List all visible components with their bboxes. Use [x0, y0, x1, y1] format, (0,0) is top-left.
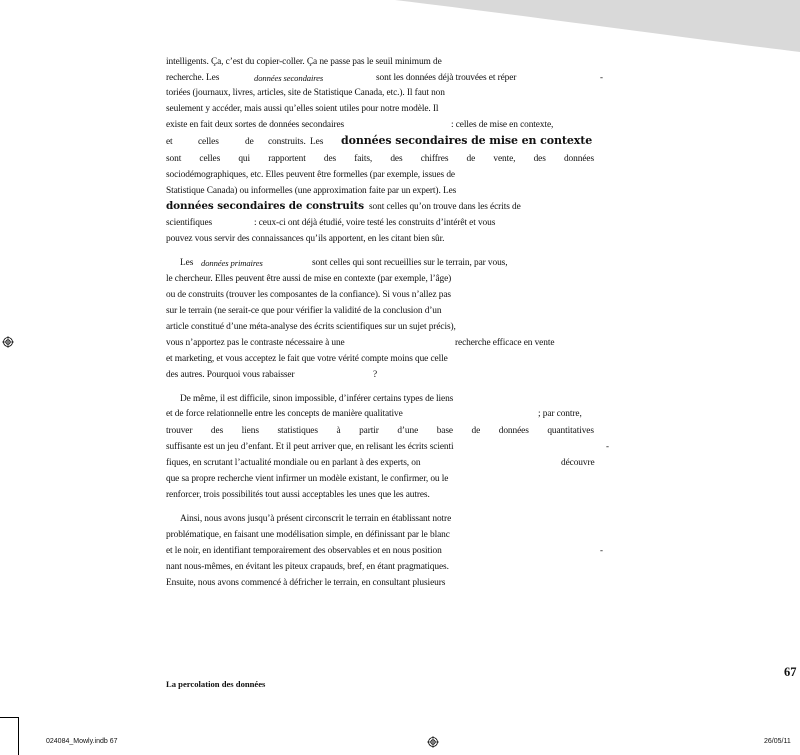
text-word: chiffres [420, 154, 449, 164]
text-word: liens [241, 426, 259, 436]
registration-mark-icon [2, 336, 14, 348]
text-line: toriées (journaux, livres, articles, site de Statistique Canada, etc.). Il faut non [166, 88, 445, 98]
text-word: Les [180, 258, 194, 268]
text-line: et marketing, et vous acceptez le fait que votre vérité compte moins que celle [166, 354, 448, 364]
hyphen: - [606, 441, 609, 451]
text-fragment: : celles de mise en contexte, [451, 120, 554, 130]
text-fragment: sont les données déjà trouvées et réper [376, 73, 517, 83]
text-line: fiques, en scrutant l’actualité mondiale ou en parlant à des experts, on [166, 458, 421, 468]
text-word: de [466, 154, 476, 164]
text-fragment: ? [373, 370, 378, 380]
text-line: ou de construits (trouver les composantes de la confiance). Si vous n’allez pas [166, 290, 451, 300]
text-line: Ainsi, nous avons jusqu’à présent circonscrit le terrain en établissant notre [180, 514, 452, 524]
text-word: Les [310, 137, 324, 147]
text-word: construits. [268, 137, 306, 147]
text-line: pouvez vous servir des connaissances qu’ils apportent, en les citant bien sûr. [166, 234, 445, 244]
text-line: article constitué d’une méta-analyse des écrits scientifiques sur un sujet précis), [166, 322, 456, 332]
text-word: vente, [493, 154, 516, 164]
text-word: des [210, 426, 224, 436]
text-word: celles [199, 154, 221, 164]
text-line: scientifiques [166, 218, 213, 228]
text-word: trouver [166, 426, 193, 436]
text-word: d’une [397, 426, 419, 436]
text-word: sont [166, 154, 182, 164]
hyphen: - [600, 72, 603, 82]
text-word: données [498, 426, 529, 436]
text-fragment: découvre [561, 458, 595, 468]
text-line: que sa propre recherche vient infirmer un modèle existant, le confirmer, ou le [166, 474, 449, 484]
text-line: des autres. Pourquoi vous rabaisser [166, 370, 295, 380]
term-donnees-primaires: données primaires [201, 258, 263, 268]
text-word: quantitatives [547, 426, 594, 436]
text-fragment: sont celles qu’on trouve dans les écrits de [369, 202, 521, 212]
text-word: et [166, 137, 173, 147]
text-line: problématique, en faisant une modélisation simple, en définissant par le blanc [166, 530, 450, 540]
text-fragment: : ceux-ci ont déjà étudié, voire testé les construits d’intérêt et vous [254, 218, 496, 228]
text-fragment: recherche efficace en vente [455, 338, 555, 348]
text-word: celles [198, 137, 219, 147]
text-line: nant nous-mêmes, en évitant les piteux crapauds, bref, en étant pragmatiques. [166, 562, 449, 572]
text-word: à [336, 426, 341, 436]
running-footer: La percolation des données [166, 679, 266, 689]
text-line: Statistique Canada) ou informelles (une approximation faite par un expert). Les [166, 186, 457, 196]
text-word: qui [238, 154, 251, 164]
text-line: le chercheur. Elles peuvent être aussi de mise en contexte (par exemple, l’âge) [166, 274, 452, 284]
text-line: et le noir, en identifiant temporairement des observables et en nous position [166, 546, 442, 556]
crop-mark [18, 717, 19, 755]
term-construits: données secondaires de construits [166, 200, 365, 212]
text-line: existe en fait deux sortes de données secondaires [166, 120, 345, 130]
term-donnees-secondaires: données secondaires [254, 73, 324, 83]
text-line: intelligents. Ça, c’est du copier-coller. Ça ne passe pas le seuil minimum de [166, 57, 442, 67]
text-word: statistiques [277, 426, 318, 436]
term-mise-en-contexte: données secondaires de mise en contexte [341, 134, 593, 147]
text-word: données [563, 154, 594, 164]
text-line: recherche. Les [166, 73, 220, 83]
text-word: de [245, 137, 254, 147]
text-line: renforcer, trois possibilités tout aussi acceptables les unes que les autres. [166, 490, 430, 500]
text-fragment: ; par contre, [538, 409, 582, 419]
justified-line [166, 425, 594, 438]
text-line: Ensuite, nous avons commencé à défricher le terrain, en consultant plusieurs [166, 578, 446, 588]
text-line: suffisante est un jeu d’enfant. Et il peut arriver que, en relisant les écrits scienti [166, 442, 454, 452]
text-line: vous n’apportez pas le contraste nécessaire à une [166, 338, 345, 348]
text-word: des [533, 154, 546, 164]
text-word: des [390, 154, 403, 164]
print-slug-filename: 024084_Mowly.indb 67 [46, 738, 118, 745]
text-line: et de force relationnelle entre les concepts de manière qualitative [166, 409, 403, 419]
page-number: 67 [784, 665, 797, 679]
text-word: des [323, 154, 337, 164]
hyphen: - [600, 545, 603, 555]
text-word: partir [359, 426, 379, 436]
print-slug-date: 26/05/11 [764, 738, 791, 745]
text-line: sociodémographiques, etc. Elles peuvent être formelles (par exemple, issues de [166, 170, 455, 180]
text-line: seulement y accéder, mais aussi qu’elles soient utiles pour notre modèle. Il [166, 104, 439, 114]
justified-line [166, 153, 594, 166]
text-word: de [471, 426, 481, 436]
crop-mark [0, 717, 18, 718]
text-word: base [436, 426, 453, 436]
text-line: sur le terrain (ne serait-ce que pour vérifier la validité de la conclusion d’un [166, 306, 442, 316]
page-curl-shape [0, 0, 800, 60]
text-fragment: sont celles qui sont recueillies sur le terrain, par vous, [312, 258, 508, 268]
text-word: rapportent [268, 154, 306, 164]
text-word: faits, [354, 154, 373, 164]
text-line: De même, il est difficile, sinon impossible, d’inférer certains types de liens [180, 394, 454, 404]
registration-mark-icon [427, 736, 439, 748]
